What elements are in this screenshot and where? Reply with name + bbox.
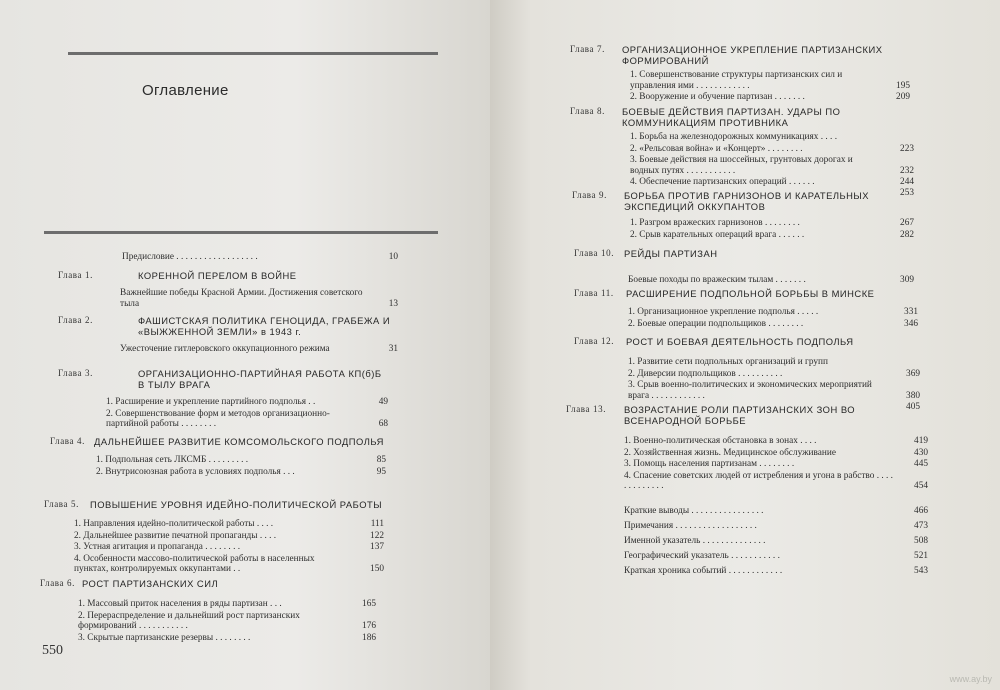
toc-entry[interactable] <box>630 144 914 155</box>
toc-entry-page: 165 <box>362 599 376 609</box>
toc-entry-text: 3. Помощь населения партизанам . . . . . . . . <box>624 459 795 469</box>
toc-entry-page: 282 <box>900 229 914 240</box>
toc-entry[interactable] <box>624 448 928 459</box>
chapter-title: БОРЬБА ПРОТИВ ГАРНИЗОНОВ И КАРАТЕЛЬНЫХ ЭКСПЕДИЦИЙ ОККУПАНТОВ <box>624 190 869 212</box>
toc-entry-text: 1. Развитие сети подпольных организаций и групп <box>628 357 828 367</box>
toc-entry-text: Важнейшие победы Красной Армии. Достижения советского тыла <box>120 288 363 309</box>
toc-chapter-13 <box>566 401 928 492</box>
toc-entry-text: 2. Внутрисоюзная работа в условиях подполья . . . <box>96 466 295 477</box>
toc-entry-page: 68 <box>378 419 388 429</box>
toc-entry-text: 1. Массовый приток населения в ряды партизан . . . <box>78 599 282 609</box>
toc-entry-text: Краткая хроника событий . . . . . . . . . . . . <box>624 566 783 576</box>
toc-entry[interactable] <box>106 397 388 408</box>
toc-entry[interactable] <box>120 288 398 309</box>
toc-entry-page: 309 <box>900 275 914 285</box>
toc-entry-text: 1. Борьба на железнодорожных коммуникациях . . . . <box>630 132 838 142</box>
chapter-title: РОСТ И БОЕВАЯ ДЕЯТЕЛЬНОСТЬ ПОДПОЛЬЯ <box>626 336 854 347</box>
toc-entry-page: 137 <box>370 542 384 552</box>
toc-entry-text: Примечания . . . . . . . . . . . . . . . . . . <box>624 521 757 531</box>
toc-title: Оглавление <box>142 82 229 99</box>
top-rule <box>68 52 438 55</box>
toc-entry-page: 331 <box>904 307 918 317</box>
toc-chapter-7 <box>570 44 910 103</box>
toc-entry-text: Боевые походы по вражеским тылам . . . . . . . <box>628 275 806 285</box>
toc-entry-page: 49 <box>378 397 388 407</box>
toc-entry[interactable] <box>624 459 928 470</box>
toc-chapter-3 <box>58 368 388 430</box>
toc-entry[interactable] <box>630 230 914 241</box>
toc-entry-conclusions[interactable] <box>624 505 928 517</box>
toc-entry[interactable] <box>630 177 914 188</box>
toc-entry-text: 4. Особенности массово-политической работы в населенных пунктах, контролируемых оккупантами . . <box>74 553 315 574</box>
toc-entry-page: 253 <box>900 188 914 198</box>
chapter-heading[interactable] <box>570 106 914 128</box>
toc-entry[interactable] <box>628 357 920 368</box>
toc-entry-page: 122 <box>370 530 384 541</box>
toc-entry-page: 445 <box>914 459 928 469</box>
toc-entry-page: 31 <box>388 344 398 354</box>
toc-entry[interactable] <box>628 275 914 286</box>
toc-entry-page: 346 <box>904 318 918 329</box>
page-number: 550 <box>42 643 63 658</box>
chapter-heading[interactable] <box>570 44 910 66</box>
toc-entry-text: 2. Дальнейшее развитие печатной пропаганды . . . . <box>74 530 277 541</box>
toc-entry-page: 454 <box>914 481 928 491</box>
toc-chapter-1 <box>58 270 398 309</box>
toc-entry-page: 405 <box>906 401 920 412</box>
toc-entry[interactable] <box>74 519 384 530</box>
toc-entry-foreword[interactable] <box>122 252 398 263</box>
toc-entry[interactable] <box>624 471 928 492</box>
chapter-label: Глава 4. <box>50 436 85 446</box>
left-page <box>0 0 492 690</box>
chapter-title: РЕЙДЫ ПАРТИЗАН <box>624 248 718 259</box>
chapter-title: ОРГАНИЗАЦИОННО-ПАРТИЙНАЯ РАБОТА КП(б)Б В ТЫЛУ ВРАГА <box>138 368 382 390</box>
chapter-label: Глава 8. <box>570 106 605 116</box>
chapter-label: Глава 10. <box>574 248 615 258</box>
toc-entry-page: 466 <box>914 506 928 516</box>
toc-entry-page: 186 <box>362 632 376 643</box>
chapter-title: ОРГАНИЗАЦИОННОЕ УКРЕПЛЕНИЕ ПАРТИЗАНСКИХ ФОРМИРОВАНИЙ <box>622 44 883 66</box>
right-page <box>490 0 1000 690</box>
toc-entry[interactable] <box>74 531 384 542</box>
chapter-label: Глава 9. <box>572 190 607 200</box>
toc-entry-page: 111 <box>370 519 384 529</box>
toc-chapter-5 <box>44 499 384 575</box>
toc-entry[interactable] <box>78 611 376 632</box>
toc-chapter-12 <box>574 336 920 412</box>
toc-chapter-9 <box>572 190 914 240</box>
toc-entry[interactable] <box>630 70 910 91</box>
toc-entry-page: 430 <box>914 447 928 458</box>
chapter-heading[interactable] <box>58 315 398 337</box>
toc-entry-geo-index[interactable] <box>624 550 928 562</box>
toc-entry[interactable] <box>120 344 398 355</box>
chapter-heading[interactable] <box>572 190 914 212</box>
toc-entry[interactable] <box>630 218 914 229</box>
toc-entry-page: 508 <box>914 536 928 546</box>
toc-entry-text: 4. Спасение советских людей от истребления и угона в рабство . . . . . . . . . . . . . <box>624 470 894 491</box>
toc-entry-notes[interactable] <box>624 520 928 532</box>
chapter-label: Глава 3. <box>58 368 93 378</box>
toc-entry-page: 10 <box>388 252 398 262</box>
toc-entry-text: 2. Совершенствование форм и методов организационно-партийной работы . . . . . . . . <box>106 408 330 429</box>
toc-entry-text: Ужесточение гитлеровского оккупационного режима <box>120 344 330 354</box>
toc-entry[interactable] <box>628 307 918 318</box>
chapter-title: КОРЕННОЙ ПЕРЕЛОМ В ВОЙНЕ <box>138 270 297 281</box>
toc-entry-page: 176 <box>362 621 376 631</box>
toc-entry-name-index[interactable] <box>624 535 928 547</box>
toc-entry-text: 1. Расширение и укрепление партийного подполья . . <box>106 397 316 407</box>
toc-entry-text: 2. Боевые операции подпольщиков . . . . . . . . <box>628 318 804 329</box>
toc-entry-text: 2. Диверсии подпольщиков . . . . . . . . . . <box>628 368 783 379</box>
toc-entry-page: 543 <box>914 566 928 576</box>
toc-entry[interactable] <box>74 542 384 553</box>
toc-entry[interactable] <box>630 155 914 176</box>
toc-entry-text: 2. Вооружение и обучение партизан . . . . . . . <box>630 92 805 102</box>
chapter-label: Глава 7. <box>570 44 605 54</box>
chapter-title: РОСТ ПАРТИЗАНСКИХ СИЛ <box>82 578 219 589</box>
watermark: www.ay.by <box>949 674 992 684</box>
toc-entry-text: 1. Совершенствование структуры партизанских сил и управления ими . . . . . . . . . . . . <box>630 70 843 91</box>
chapter-label: Глава 1. <box>58 270 93 280</box>
toc-entry[interactable] <box>74 554 384 575</box>
toc-entry[interactable] <box>96 455 386 466</box>
toc-chapter-6 <box>40 578 376 643</box>
toc-rule <box>44 231 438 234</box>
chapter-heading[interactable] <box>574 248 914 259</box>
toc-entry-text: 3. Срыв военно-политических и экономических мероприятий врага . . . . . . . . . . . . <box>628 380 872 401</box>
toc-entry-text: 4. Обеспечение партизанских операций . . . . . . <box>630 177 815 187</box>
toc-entry[interactable] <box>628 380 920 401</box>
toc-entry-page: 244 <box>900 177 914 187</box>
chapter-title: РАСШИРЕНИЕ ПОДПОЛЬНОЙ БОРЬБЫ В МИНСКЕ <box>626 288 875 299</box>
toc-entry-text: 1. Подпольная сеть ЛКСМБ . . . . . . . . . <box>96 455 249 465</box>
chapter-label: Глава 11. <box>574 288 614 298</box>
toc-entry-text: 2. Срыв карательных операций врага . . . . . . <box>630 229 805 240</box>
toc-chapter-10 <box>574 248 914 286</box>
toc-entry-page: 209 <box>896 92 910 102</box>
chapter-label: Глава 5. <box>44 499 79 509</box>
toc-entry-page: 473 <box>914 521 928 531</box>
toc-entry[interactable] <box>78 633 376 644</box>
toc-entry-page: 380 <box>906 390 920 401</box>
chapter-title: ФАШИСТСКАЯ ПОЛИТИКА ГЕНОЦИДА, ГРАБЕЖА И «ВЫЖЖЕННОЙ ЗЕМЛИ» в 1943 г. <box>138 315 391 337</box>
toc-entry[interactable] <box>628 319 918 330</box>
chapter-heading[interactable] <box>566 401 928 426</box>
chapter-label: Глава 6. <box>40 578 75 588</box>
chapter-heading[interactable] <box>58 270 398 281</box>
chapter-heading[interactable] <box>58 368 388 390</box>
toc-entry[interactable] <box>96 467 386 478</box>
toc-chapter-11 <box>574 288 918 329</box>
toc-entry-text: 3. Боевые действия на шоссейных, грунтовых дорогах и водных путях . . . . . . . . . . . <box>630 155 853 176</box>
chapter-title: ДАЛЬНЕЙШЕЕ РАЗВИТИЕ КОМСОМОЛЬСКОГО ПОДПОЛЬЯ <box>94 436 384 447</box>
toc-entry-text: 1. Военно-политическая обстановка в зонах . . . . <box>624 436 817 446</box>
toc-chapter-2 <box>58 315 398 355</box>
toc-entry-text: 2. Перераспределение и дальнейший рост партизанских формирований . . . . . . . . . . . <box>78 610 300 631</box>
toc-back-matter <box>624 505 928 577</box>
toc-entry-text: Именной указатель . . . . . . . . . . . . . . <box>624 536 766 546</box>
toc-entry-chronicle[interactable] <box>624 565 928 577</box>
toc-entry-page: 521 <box>914 551 928 561</box>
chapter-heading[interactable] <box>574 336 920 347</box>
toc-entry[interactable] <box>628 369 920 380</box>
toc-entry-page: 267 <box>900 218 914 228</box>
toc-entry-text: 1. Направления идейно-политической работы . . . . <box>74 519 274 529</box>
chapter-heading[interactable] <box>574 288 918 299</box>
chapter-heading[interactable] <box>44 499 384 510</box>
chapter-label: Глава 2. <box>58 315 93 325</box>
toc-entry[interactable] <box>630 92 910 103</box>
toc-entry[interactable] <box>630 132 914 143</box>
toc-entry-text: Краткие выводы . . . . . . . . . . . . . . . . <box>624 506 764 516</box>
chapter-label: Глава 13. <box>566 404 607 414</box>
toc-entry-page: 85 <box>376 455 386 465</box>
toc-entry-text: 2. «Рельсовая война» и «Концерт» . . . . . . . . <box>630 143 803 154</box>
toc-entry-page: 195 <box>896 80 910 91</box>
toc-entry[interactable] <box>106 409 388 430</box>
toc-entry-text: 1. Организационное укрепление подполья . . . . . <box>628 307 819 317</box>
toc-entry-text: Предисловие . . . . . . . . . . . . . . . . . . <box>122 252 258 262</box>
chapter-heading[interactable] <box>50 436 386 447</box>
toc-entry-page: 369 <box>906 368 920 379</box>
toc-entry-page: 150 <box>370 564 384 574</box>
toc-entry-text: 2. Хозяйственная жизнь. Медицинское обслуживание <box>624 447 836 458</box>
toc-entry[interactable] <box>624 436 928 447</box>
toc-chapter-8 <box>570 106 914 199</box>
toc-entry-page: 223 <box>900 143 914 154</box>
toc-entry-page: 95 <box>376 466 386 477</box>
toc-chapter-4 <box>50 436 386 477</box>
chapter-title: ВОЗРАСТАНИЕ РОЛИ ПАРТИЗАНСКИХ ЗОН ВО ВСЕНАРОДНОЙ БОРЬБЕ <box>624 404 856 426</box>
toc-entry-text: 3. Скрытые партизанские резервы . . . . . . . . <box>78 632 251 643</box>
toc-entry-page: 232 <box>900 165 914 176</box>
toc-entry-text: 3. Устная агитация и пропаганда . . . . . . . . <box>74 542 241 552</box>
toc-entry[interactable] <box>78 599 376 610</box>
chapter-title: БОЕВЫЕ ДЕЙСТВИЯ ПАРТИЗАН. УДАРЫ ПО КОММУНИКАЦИЯМ ПРОТИВНИКА <box>622 106 841 128</box>
chapter-heading[interactable] <box>40 578 376 589</box>
toc-entry-text: 1. Разгром вражеских гарнизонов . . . . . . . . <box>630 218 800 228</box>
toc-entry-page: 13 <box>388 298 398 309</box>
chapter-title: ПОВЫШЕНИЕ УРОВНЯ ИДЕЙНО-ПОЛИТИЧЕСКОЙ РАБОТЫ <box>90 499 383 510</box>
chapter-label: Глава 12. <box>574 336 615 346</box>
toc-entry-text: Географический указатель . . . . . . . . . . . <box>624 551 780 561</box>
toc-entry-page: 419 <box>914 436 928 446</box>
